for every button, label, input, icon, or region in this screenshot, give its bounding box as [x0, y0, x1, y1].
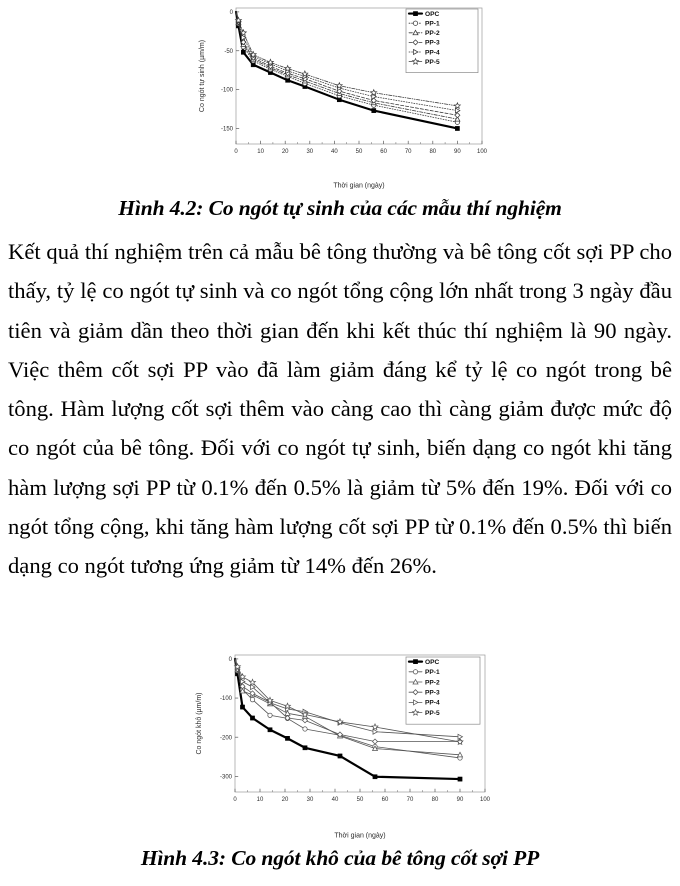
- legend-label: PP-3: [425, 39, 440, 47]
- x-tick-label: 100: [479, 797, 491, 803]
- chart-canvas: [187, 645, 493, 840]
- legend-label: PP-1: [425, 669, 440, 677]
- chart-autogenous-shrinkage: [190, 0, 490, 190]
- x-tick-label: 0: [234, 149, 238, 155]
- x-tick-label: 90: [456, 797, 464, 803]
- x-tick-label: 10: [257, 149, 264, 155]
- x-tick-label: 20: [281, 149, 289, 155]
- body-paragraph: Kết quả thí nghiệm trên cả mẫu bê tông thường và bê tông cốt sợi PP cho thấy, tỷ lệ co ngót tự sinh và co ngót tổng cộng lớn nhất trong 3 ngày đầu tiên và giảm dần theo thời gian đến khi kết thúc thí nghiệm là 90 ngày. Việc thêm cốt sợi PP vào đã làm giảm đáng kể tỷ lệ co ngót trong bê tông. Hàm lượng cốt sợi thêm vào càng cao thì càng giảm được mức độ co ngót của bê tông. Đối với co ngót tự sinh, biến dạng co ngót khi tăng hàm lượng sợi PP từ 0.1% đến 0.5% là giảm từ 5% đến 19%. Đối với co ngót tổng cộng, khi tăng hàm lượng cốt sợi PP từ 0.1% đến 0.5% thì biến dạng co ngót tương ứng giảm từ 14% đến 26%.: [8, 239, 672, 579]
- y-tick-label: -100: [220, 87, 233, 94]
- x-tick-label: 80: [431, 797, 439, 803]
- x-tick-label: 70: [406, 797, 414, 803]
- x-tick-label: 0: [233, 797, 237, 803]
- y-axis-title: Co ngót khô (µm/m): [196, 692, 203, 755]
- figure-autogenous-shrinkage: [0, 0, 680, 192]
- x-axis-title: Thời gian (ngày): [333, 182, 385, 190]
- chart-legend: [406, 9, 478, 73]
- legend-label: PP-4: [425, 699, 440, 707]
- legend-label: OPC: [425, 10, 440, 18]
- x-tick-label: 40: [331, 149, 338, 155]
- body-text-block: [8, 232, 672, 586]
- chart-canvas: [190, 0, 490, 190]
- x-tick-label: 30: [306, 797, 314, 803]
- x-tick-label: 100: [476, 149, 488, 155]
- figure-2-caption: Hình 4.3: Co ngót khô của bê tông cốt sợi PP: [140, 846, 540, 870]
- y-axis-title: Co ngót tự sinh (µm/m): [199, 39, 206, 113]
- y-tick-label: -300: [219, 774, 232, 781]
- y-tick-label: 0: [228, 657, 232, 664]
- x-tick-label: 90: [454, 149, 461, 155]
- y-tick-label: -50: [224, 48, 233, 55]
- y-tick-label: -150: [220, 126, 233, 133]
- y-tick-label: 0: [229, 9, 233, 16]
- x-tick-label: 50: [356, 797, 364, 803]
- legend-label: PP-5: [425, 58, 440, 66]
- legend-label: PP-3: [425, 689, 440, 697]
- legend-label: PP-2: [425, 679, 440, 687]
- legend-label: PP-2: [425, 30, 440, 38]
- legend-label: PP-4: [425, 49, 440, 57]
- figure-drying-shrinkage: [0, 645, 680, 840]
- x-tick-label: 70: [404, 149, 412, 155]
- legend-label: OPC: [425, 658, 440, 666]
- y-tick-label: -200: [219, 735, 232, 742]
- x-tick-label: 20: [281, 797, 289, 803]
- x-tick-label: 40: [331, 797, 339, 803]
- legend-label: PP-5: [425, 709, 440, 717]
- x-tick-label: 10: [256, 797, 264, 803]
- y-tick-label: -100: [219, 696, 232, 703]
- x-tick-label: 30: [306, 149, 314, 155]
- x-tick-label: 80: [429, 149, 437, 155]
- figure-1-caption: Hình 4.2: Co ngót tự sinh của các mẫu thí nghiệm: [118, 196, 562, 220]
- legend-label: PP-1: [425, 20, 440, 28]
- x-tick-label: 50: [355, 149, 363, 155]
- chart-legend: [406, 657, 480, 724]
- x-tick-label: 60: [380, 149, 387, 155]
- x-axis-title: Thời gian (ngày): [334, 832, 386, 840]
- chart-drying-shrinkage: [187, 645, 493, 840]
- x-tick-label: 60: [381, 797, 389, 803]
